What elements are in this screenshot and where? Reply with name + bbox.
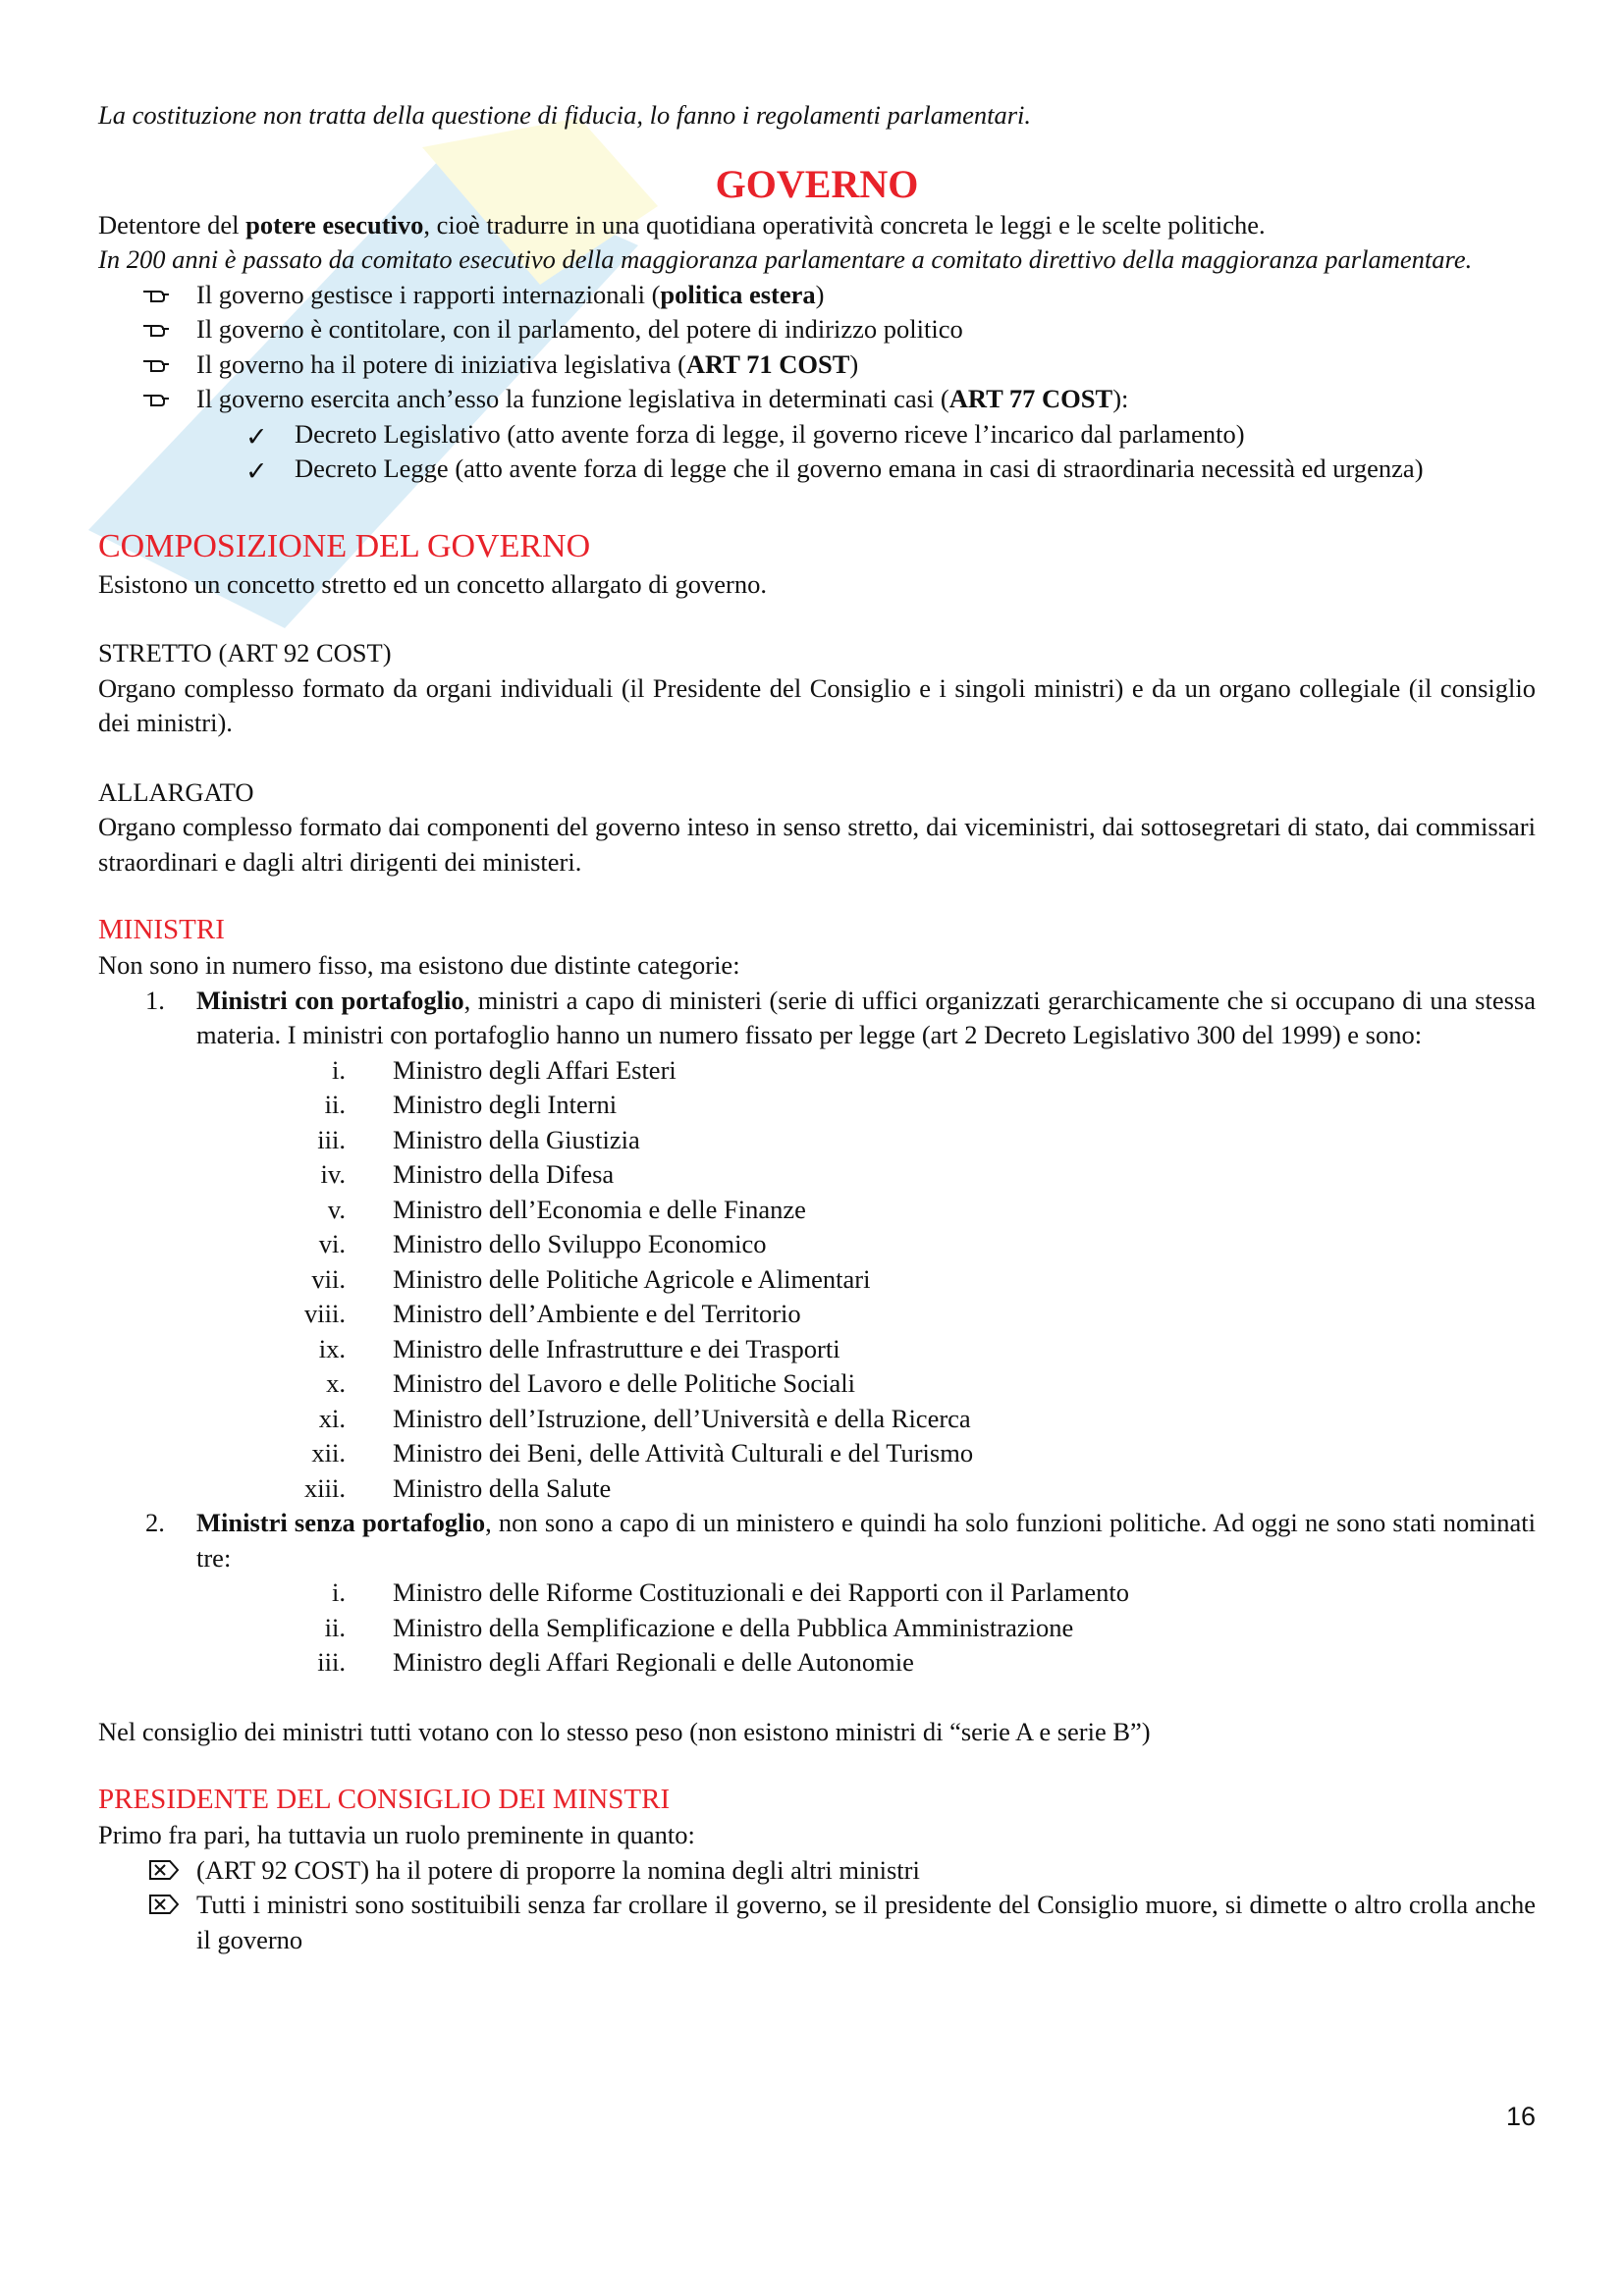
stretto-label: STRETTO (ART 92 COST) [98,638,392,667]
composizione-intro: Esistono un concetto stretto ed un concetto allargato di governo. [98,568,767,599]
delete-arrow-icon [149,1894,179,1915]
governo-points [98,278,1536,417]
minister-item: ix. Ministro delle Infrastrutture e dei Trasporti [318,1333,840,1363]
section-title-presidente: PRESIDENTE DEL CONSIGLIO DEI MINSTRI [98,1784,671,1815]
minister-item: iii. Ministro degli Affari Regionali e delle Autonomie [317,1647,914,1677]
page-number: 16 [1505,2102,1536,2131]
presidente-intro: Primo fra pari, ha tuttavia un ruolo preminente in quanto: [98,1820,695,1849]
list-item: ✓ Decreto Legge (atto avente forza di legge che il governo emana in casi di straordinaria necessità ed urgenza) [98,452,1536,487]
minister-item: vi. Ministro dello Sviluppo Economico [318,1229,767,1258]
allargato-text: Organo complesso formato dai componenti del governo inteso in senso stretto, dai viceministri, dai sottosegretari di stato, dai commissari straordinari e dagli altri dirigenti dei ministeri. [98,812,1536,877]
minister-item: x. Ministro del Lavoro e delle Politiche Sociali [326,1368,856,1398]
list-item: (ART 92 COST) ha il potere di proporre la nomina degli altri ministri [98,1853,1536,1889]
pointing-hand-icon [141,388,171,409]
allargato-label: ALLARGATO [98,776,254,807]
checkmark-icon: ✓ [245,456,268,486]
minister-item: ii. Ministro della Semplificazione e della Pubblica Amministrazione [324,1612,1074,1642]
minister-item: ii. Ministro degli Interni [324,1090,618,1119]
ministri-categories [98,984,1536,1681]
presidente-points [98,1853,1536,1958]
minister-item: iv. Ministro della Difesa [320,1159,615,1189]
list-item: Il governo esercita anch’esso la funzione legislativa in determinati casi (ART 77 COST): [98,382,1536,417]
section-title-ministri: MINISTRI [98,914,225,945]
list-item: Il governo ha il potere di iniziativa legislativa (ART 71 COST) [98,347,1536,383]
checkmark-icon: ✓ [245,421,268,452]
document-page [98,98,1536,1957]
list-item: Il governo è contitolare, con il parlamento, del potere di indirizzo politico [98,312,1536,347]
pointing-hand-icon [141,318,171,340]
minister-item: i. Ministro degli Affari Esteri [332,1054,677,1085]
pointing-hand-icon [141,353,171,375]
minister-item: viii. Ministro dell’Ambiente e del Territorio [304,1299,801,1328]
intro-note: La costituzione non tratta della questione di fiducia, lo fanno i regolamenti parlamentari. [98,100,1032,130]
stretto-text: Organo complesso formato da organi individuali (il Presidente del Consiglio e i singoli ministri) e da un organo collegiale (il consiglio dei ministri). [98,672,1536,737]
governo-definition: Detentore del potere esecutivo, cioè tradurre in una quotidiana operatività concreta le leggi e le scelte politiche. [98,209,1266,240]
list-item: Il governo gestisce i rapporti internazionali (politica estera) [98,278,1536,313]
minister-item: xi. Ministro dell’Istruzione, dell’Università e della Ricerca [318,1403,971,1433]
ministers-with-portfolio-list [196,1053,1536,1507]
list-item: Tutti i ministri sono sostituibili senza far crollare il governo, se il presidente del Consiglio muore, si dimette o altro crolla anche il governo [98,1888,1536,1957]
section-title-governo: GOVERNO [715,161,919,206]
minister-item: i. Ministro delle Riforme Costituzionali e dei Rapporti con il Parlamento [332,1577,1129,1607]
minister-item: xii. Ministro dei Beni, delle Attività Culturali e del Turismo [311,1438,974,1468]
ministri-closing: Nel consiglio dei ministri tutti votano con lo stesso peso (non esistono ministri di “serie A e serie B”) [98,1716,1151,1746]
category-without-portfolio: 2. Ministri senza portafoglio, non sono a capo di un ministero e quindi ha solo funzioni politiche. Ad oggi ne sono stati nominati tre: i. Ministro delle Riforme Costituzionali e dei Rapporti con il Parlamento ii. Ministro della Semplificazione e della Pubblica Amministrazione iii. Ministro degli Affari Regionali e delle Autonomie [98,1506,1536,1681]
minister-item: xiii. Ministro della Salute [304,1472,612,1503]
governo-history: In 200 anni è passato da comitato esecutivo della maggioranza parlamentare a comitato direttivo della maggioranza parlamentare. [98,244,1473,274]
delete-arrow-icon [149,1859,179,1881]
minister-item: v. Ministro dell’Economia e delle Finanze [327,1194,806,1224]
minister-item: iii. Ministro della Giustizia [317,1124,640,1154]
category-with-portfolio: 1. Ministri con portafoglio, ministri a capo di ministeri (serie di uffici organizzati gerarchicamente che si occupano di una stessa materia. I ministri con portafoglio hanno un numero fissato per legge (art 2 Decreto Legislativo 300 del 1999) e sono: i. Ministro degli Affari Esteri ii. Ministro degli Interni iii. Ministro della Giustizia iv. Ministro della Difesa v. Ministro dell’Economia e delle Finanze vi. Ministro dello Sviluppo Economico vii. Ministro delle Politiche Agricole e Alimentari viii. Ministro dell’Ambiente e del Territorio ix. Ministro delle Infrastrutture e dei Trasporti x. Ministro del Lavoro e delle Politiche Sociali xi. Ministro dell’Istruzione, dell’Università e della Ricerca xii. Ministro dei Beni, delle Attività Culturali e del Turismo xiii. Ministro della Salute [98,984,1536,1507]
minister-item: vii. Ministro delle Politiche Agricole e Alimentari [311,1263,871,1294]
section-title-composizione: COMPOSIZIONE DEL GOVERNO [98,527,591,564]
pointing-hand-icon [141,284,171,305]
ministri-intro: Non sono in numero fisso, ma esistono due distinte categorie: [98,950,740,980]
decree-types-list [98,417,1536,487]
ministers-without-portfolio-list [196,1575,1536,1681]
list-item: ✓ Decreto Legislativo (atto avente forza di legge, il governo riceve l’incarico dal parlamento) [98,417,1536,453]
